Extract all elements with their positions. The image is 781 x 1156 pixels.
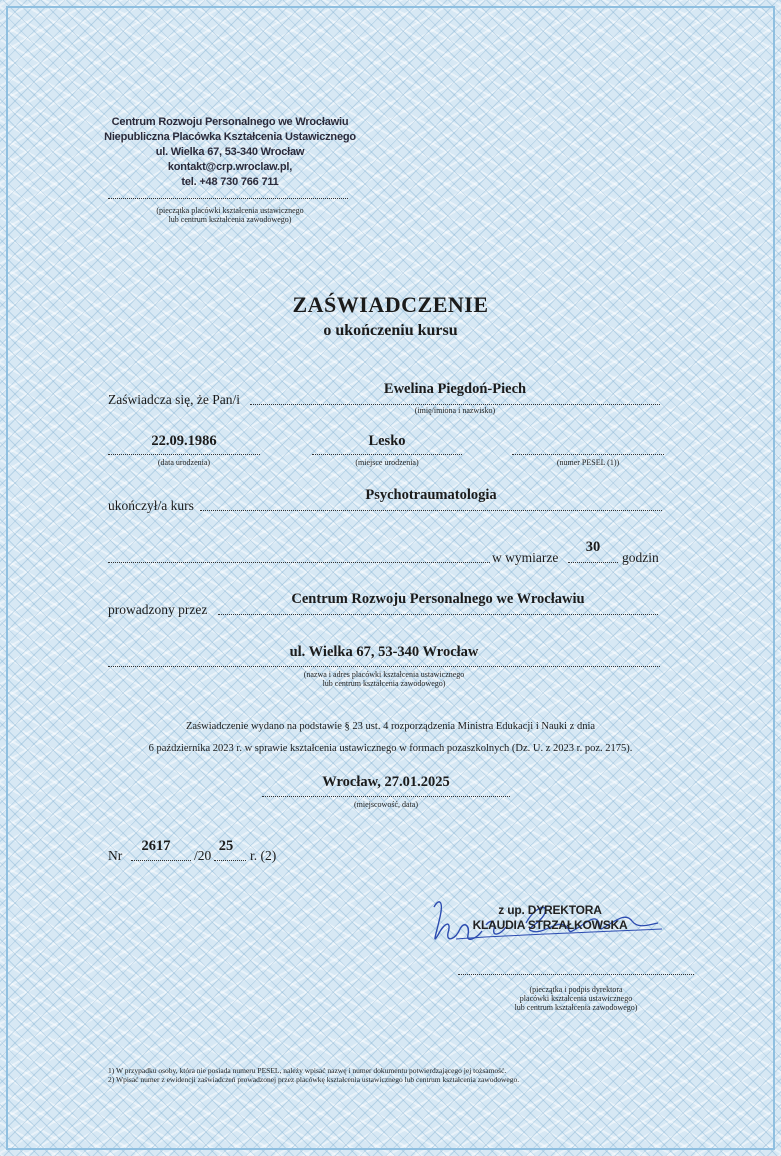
- person-name-caption: (imię/imiona i nazwisko): [414, 406, 496, 415]
- number-dotline: [131, 860, 191, 861]
- issuer-stamp-line2: Niepubliczna Placówka Kształcenia Ustawicznego: [104, 131, 356, 143]
- provider-caption-line1: (nazwa i adres placówki kształcenia ustawicznego: [303, 670, 465, 679]
- provider-address-dotline: [108, 666, 660, 667]
- issuer-stamp-dotline: [108, 198, 348, 199]
- hours-unit: godzin: [622, 550, 659, 565]
- number-value: 2617: [141, 838, 171, 854]
- legal-basis: [60, 716, 721, 760]
- person-label: Zaświadcza się, że Pan/i: [108, 392, 240, 407]
- birth-date-caption: (data urodzenia): [157, 458, 211, 467]
- provider-name-dotline: [218, 614, 658, 615]
- issue-caption: (miejscowość, data): [354, 800, 418, 809]
- birth-place-dotline: [312, 454, 462, 455]
- issuer-caption-line2: lub centrum kształcenia zawodowego): [168, 215, 292, 224]
- legal-basis-line1: Zaświadczenie wydano na podstawie § 23 ust. 4 rozporządzenia Ministra Edukacji i Nauki z dnia: [185, 721, 596, 732]
- signature-caption-line2: placówki kształcenia ustawicznego: [519, 994, 633, 1003]
- issuer-caption-line1: (pieczątka placówki kształcenia ustawicznego: [156, 206, 304, 215]
- legal-basis-line2: 6 października 2023 r. w sprawie kształcenia ustawicznego w formach pozaszkolnych (Dz. U. z 2023 r. poz. 2175).: [148, 743, 633, 754]
- certificate-title: ZAŚWIADCZENIE: [292, 292, 489, 317]
- signature-caption-line3: lub centrum kształcenia zawodowego): [514, 1003, 638, 1012]
- birth-date: 22.09.1986: [151, 433, 217, 449]
- footnote-1: 1) W przypadku osoby, która nie posiada numeru PESEL, należy wpisać nazwę i numer dokumentu potwierdzającego jej tożsamość.: [108, 1066, 507, 1075]
- footnotes: [108, 1066, 728, 1084]
- pesel-dotline: [512, 454, 664, 455]
- footnote-2: 2) Wpisać numer z ewidencji zaświadczeń prowadzonej przez placówkę kształcenia ustawicznego lub centrum kształcenia zawodowego.: [108, 1075, 520, 1084]
- provider-caption: [108, 670, 660, 688]
- pesel-caption: (numer PESEL (1)): [556, 458, 620, 467]
- birth-place: Lesko: [368, 433, 406, 449]
- certificate-subtitle: o ukończeniu kursu: [323, 322, 458, 339]
- person-name-dotline: [250, 404, 660, 405]
- number-year: 25: [218, 838, 234, 854]
- course-name: Psychotraumatologia: [365, 487, 497, 503]
- number-year-prefix: /20: [194, 848, 212, 863]
- provider-caption-line2: lub centrum kształcenia zawodowego): [322, 679, 446, 688]
- person-name: Ewelina Piegdoń-Piech: [383, 381, 527, 397]
- issue-place-date: Wrocław, 27.01.2025: [322, 774, 450, 790]
- course-hours: 30: [585, 539, 601, 555]
- hours-dotline: [568, 562, 618, 563]
- number-suffix: r. (2): [250, 848, 277, 863]
- issuer-stamp: [95, 115, 365, 190]
- signature-dotline: [458, 974, 694, 975]
- course-continuation-dotline: [108, 562, 490, 563]
- issuer-stamp-line1: Centrum Rozwoju Personalnego we Wrocławiu: [111, 116, 349, 128]
- issuer-stamp-caption: [100, 206, 360, 224]
- signature-caption: [458, 985, 694, 1012]
- provider-name: Centrum Rozwoju Personalnego we Wrocławiu: [291, 591, 585, 607]
- course-name-dotline: [200, 510, 662, 511]
- issue-dotline: [262, 796, 510, 797]
- issuer-stamp-line4: kontakt@crp.wroclaw.pl,: [167, 161, 293, 173]
- issuer-stamp-line3: ul. Wielka 67, 53-340 Wrocław: [155, 146, 305, 158]
- director-stamp-line1: z up. DYREKTORA: [498, 903, 602, 917]
- provider-address: ul. Wielka 67, 53-340 Wrocław: [289, 644, 479, 660]
- signature-caption-line1: (pieczątka i podpis dyrektora: [529, 985, 623, 994]
- number-prefix: Nr: [108, 848, 123, 863]
- birth-date-dotline: [108, 454, 260, 455]
- director-stamp-line2: KLAUDIA STRZAŁKOWSKA: [472, 918, 628, 932]
- issuer-stamp-line5: tel. +48 730 766 711: [181, 176, 279, 188]
- birth-place-caption: (miejsce urodzenia): [355, 458, 419, 467]
- course-label: ukończył/a kurs: [108, 498, 194, 513]
- duration-label: w wymiarze: [492, 550, 559, 565]
- year-dotline: [214, 860, 246, 861]
- provider-label: prowadzony przez: [108, 602, 208, 617]
